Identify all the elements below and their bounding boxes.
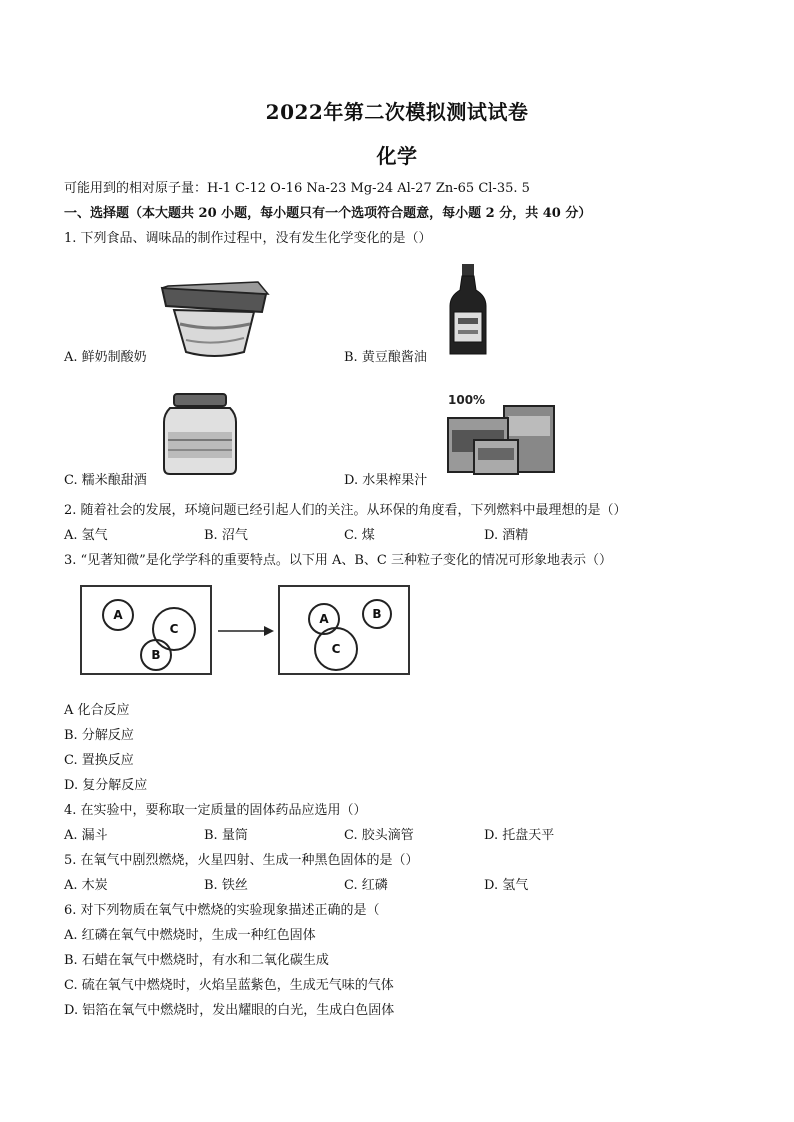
q2-stem: 2. 随着社会的发展，环境问题已经引起人们的关注。从环保的角度看，下列燃料中最理想的是（） xyxy=(64,503,627,518)
particle-c: C xyxy=(152,607,196,651)
juice-box-label: 100% xyxy=(448,393,486,407)
q6-option-a: A. 红磷在氧气中燃烧时，生成一种红色固体 xyxy=(64,928,316,943)
q6-stem: 6. 对下列物质在氧气中燃烧的实验现象描述正确的是（ xyxy=(64,903,380,918)
q6-option-d: D. 铝箔在氧气中燃烧时，发出耀眼的白光，生成白色固体 xyxy=(64,1003,395,1018)
q2-option-d: D. 酒精 xyxy=(484,528,529,543)
q5-option-d: D. 氢气 xyxy=(484,878,529,893)
q4-stem: 4. 在实验中，要称取一定质量的固体药品应选用（） xyxy=(64,803,367,818)
particle-b: B xyxy=(140,639,172,671)
q5-option-a: A. 木炭 xyxy=(64,878,108,893)
q1-option-b: B. 黄豆酿酱油 xyxy=(344,350,427,365)
q3-stem: 3. “见著知微”是化学学科的重要特点。以下用 A、B、C 三种粒子变化的情况可形象地表示（） xyxy=(64,553,612,568)
q5-option-c: C. 红磷 xyxy=(344,878,388,893)
rice-wine-jar-image xyxy=(160,392,240,476)
q3-option-c: C. 置换反应 xyxy=(64,753,134,768)
q4-option-d: D. 托盘天平 xyxy=(484,828,555,843)
q4-option-c: C. 胶头滴管 xyxy=(344,828,414,843)
section-heading: 一、选择题（本大题共 20 小题，每小题只有一个选项符合题意，每小题 2 分，共 40 分） xyxy=(64,206,592,221)
q5-option-b: B. 铁丝 xyxy=(204,878,248,893)
q2-option-c: C. 煤 xyxy=(344,528,375,543)
juice-boxes-image xyxy=(444,390,558,476)
q3-option-a: A 化合反应 xyxy=(64,703,130,718)
q4-option-a: A. 漏斗 xyxy=(64,828,108,843)
particle-c-product: C xyxy=(314,627,358,671)
yogurt-cup-image xyxy=(158,280,273,358)
particle-a: A xyxy=(102,599,134,631)
q1-option-d: D. 水果榨果汁 xyxy=(344,473,428,488)
reactants-box xyxy=(80,585,212,675)
products-box xyxy=(278,585,410,675)
exam-title: 2022年第二次模拟测试试卷 xyxy=(265,100,529,124)
q1-option-a: A. 鲜奶制酸奶 xyxy=(64,350,147,365)
reaction-arrow-icon xyxy=(216,624,276,638)
q6-option-b: B. 石蜡在氧气中燃烧时，有水和二氧化碳生成 xyxy=(64,953,329,968)
q2-option-a: A. 氢气 xyxy=(64,528,108,543)
q4-option-b: B. 量筒 xyxy=(204,828,248,843)
q5-stem: 5. 在氧气中剧烈燃烧，火星四射、生成一种黑色固体的是（） xyxy=(64,853,419,868)
particle-b-product: B xyxy=(362,599,392,629)
q3-option-d: D. 复分解反应 xyxy=(64,778,148,793)
q1-stem: 1. 下列食品、调味品的制作过程中，没有发生化学变化的是（） xyxy=(64,231,432,246)
soy-sauce-bottle-image xyxy=(446,262,490,358)
q1-option-c: C. 糯米酿甜酒 xyxy=(64,473,147,488)
q6-option-c: C. 硫在氧气中燃烧时，火焰呈蓝紫色，生成无气味的气体 xyxy=(64,978,394,993)
subject-title: 化学 xyxy=(376,144,418,168)
atomic-masses: 可能用到的相对原子量：H-1 C-12 O-16 Na-23 Mg-24 Al-27 Zn-65 Cl-35. 5 xyxy=(64,181,530,196)
q3-option-b: B. 分解反应 xyxy=(64,728,134,743)
q2-option-b: B. 沼气 xyxy=(204,528,248,543)
particle-a-product: A xyxy=(308,603,340,635)
